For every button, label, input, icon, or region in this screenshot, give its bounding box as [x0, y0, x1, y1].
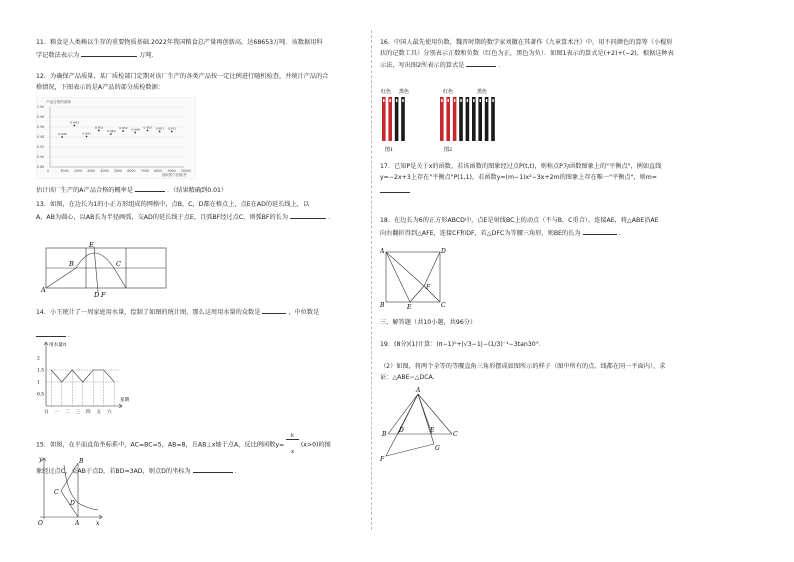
q13-answer-blank[interactable] — [290, 211, 326, 219]
q16-line1: 16．中国人最先使用负数，魏晋时期的数学家刘徽在其著作《九章算术注》中，用不同颜色的算筹（小棍形 — [380, 39, 673, 46]
q12-xtick: 9000 — [167, 169, 176, 173]
q14-line2: ． — [36, 329, 362, 342]
q12-ytick: 0.94 — [37, 135, 45, 140]
q12-line3-wrap: 估计该厂生产的A产品合格的概率是 ．（结果精确到0.01） — [36, 184, 362, 197]
q15-fraction: $\frac{k}{x}$ — [286, 424, 299, 465]
q12-point-label: 0.953 — [94, 125, 104, 130]
red-rod — [388, 97, 392, 141]
question-19-part2 — [380, 362, 764, 383]
q13-label-a: A — [41, 286, 46, 294]
red-rod — [446, 97, 450, 141]
q16-counting-rods-figure — [380, 85, 540, 155]
q12-point-label: 0.951 — [167, 126, 177, 131]
q19-part2-line1: （2）如图，将两个全等的等腰直角三角形摆成如图所示的样子（图中所有的点、线都在同一平面内），求 — [380, 363, 666, 370]
q14-xtick: 日 — [44, 410, 49, 414]
q12-ytick: 0.88 — [37, 165, 45, 170]
q15-label-a: A — [75, 520, 80, 527]
q12-point-label: 0.952 — [119, 126, 128, 131]
q18-answer-blank[interactable] — [583, 227, 617, 235]
q12-frequency-chart — [36, 97, 196, 179]
black-rod — [478, 97, 482, 141]
q15-line1: 15．如图，在平面直角坐标系中，AC=BC=5，AB=8，且AB⊥x轴于点A，反比例函数y= $\frac{k}{x}$ (x>0)的图 — [36, 424, 362, 465]
red-rod — [382, 97, 386, 141]
q17-answer-blank[interactable] — [380, 185, 410, 193]
question-18 — [380, 216, 764, 239]
column-divider — [371, 30, 372, 530]
question-19-part1: 19．(8分)(1)计算：(π−1)⁰+|√3−1|−(1/3)⁻¹−3tan30°． — [380, 341, 545, 348]
q13-label-e: E — [89, 241, 94, 249]
q13-label-d: D — [94, 291, 100, 299]
q17-line1: 17．已知P是关于x的函数，若该函数的图象经过点P(t,t)，则称点P为函数图象上的"平衡点"，例如直线 — [380, 163, 662, 170]
q13-line1: 13．如图，在边长为1的小正方形组成的网格中，点B，C，D都在格点上，点E在AD的延长线上，以 — [36, 201, 310, 208]
q19-label-d: D — [399, 427, 404, 434]
black-rod — [466, 97, 470, 141]
q12-xtick: 6000 — [127, 169, 136, 173]
question-13 — [36, 200, 362, 223]
q18-line1: 18．在边长为6的正方形ABCD中，点E是射线BC上的动点（不与B，C重合），连接AE，将△ABE沿AE — [380, 217, 659, 224]
q14-ytick: 1 — [37, 380, 40, 386]
q16-fig2-black-label: 黑色 — [477, 89, 488, 95]
q12-ylabel: 产品合格的频率 — [46, 100, 72, 104]
q16-line2: 状的记数工具）分别表示正数和负数（红色为正，黑色为负）．如图1表示的算式是(+2)+(−2)，根据这种表 — [380, 49, 674, 57]
question-12 — [36, 72, 362, 93]
q14-mode-blank[interactable] — [262, 306, 286, 314]
q12-xtick: 8000 — [154, 169, 163, 173]
q12-point — [86, 136, 88, 138]
q14-xtick: 四 — [86, 410, 91, 414]
q12-point-label: 0.940 — [58, 132, 67, 137]
q11-line2: 学记数法表示为 万吨． — [36, 49, 362, 62]
q12-point-label: 0.941 — [82, 131, 92, 136]
section-3-heading: 三、解答题（共10小题，共96分） — [380, 319, 477, 326]
red-rod — [453, 97, 457, 141]
q12-line1: 12．为确保产品质量，某厂质检部门定期对该厂生产的各类产品按一定比例进行随机检查，并统计产品的合 — [36, 73, 329, 80]
q13-grid-figure — [40, 240, 172, 300]
q12-xtick: 5000 — [114, 169, 123, 173]
q14-ylabel: 用水量/t — [49, 343, 67, 348]
q14-xlabel: 星期 — [120, 398, 130, 403]
q14-series-line — [51, 370, 114, 382]
q15-label-y: y — [39, 456, 43, 463]
q12-xtick: 1000 — [60, 169, 69, 173]
black-rod — [459, 97, 463, 141]
question-11 — [36, 38, 362, 61]
q16-fig2-red-label: 红色 — [443, 89, 454, 95]
q16-fig1-caption: 图1 — [385, 147, 394, 153]
q13-label-f: F — [101, 291, 106, 299]
q15-answer-blank[interactable] — [193, 465, 233, 473]
q19-label-f: F — [380, 456, 385, 463]
q11-answer-blank[interactable] — [81, 49, 137, 57]
q18-line2: 向右翻折得到△AFE，连接CF和DF，若△DFC为等腰三角形，则BE的长为 ． — [380, 227, 764, 240]
q12-point — [122, 130, 124, 132]
q18-label-e: E — [407, 304, 412, 310]
q12-point — [110, 133, 112, 135]
black-rod — [485, 97, 489, 141]
q16-answer-blank[interactable] — [466, 59, 496, 67]
q16-line3: 示法，写出图2所表示的算式是 ． — [380, 59, 764, 72]
q13-line2: A，AB为圆心，以AB长为半径画弧，交AD的延长线于点E，且弧BF经过点C，则弧BF的长为 ． — [36, 211, 362, 224]
q18-label-a: A — [380, 248, 385, 255]
q18-square-figure — [380, 244, 446, 310]
q12-xtick: 10000 — [181, 169, 192, 173]
q18-label-d: D — [441, 248, 446, 255]
q12-ytick: 0.90 — [37, 155, 45, 160]
question-17 — [380, 162, 764, 198]
question-16 — [380, 38, 764, 72]
q12-xtick: 4000 — [100, 169, 109, 173]
q14-ytick: 0.5 — [37, 392, 45, 398]
q18-label-c: C — [441, 302, 446, 309]
q14-median-blank[interactable] — [36, 329, 66, 337]
q12-xtick: 3000 — [87, 169, 96, 173]
q18-label-b: B — [380, 302, 385, 309]
q14-ytick: 1.5 — [37, 368, 45, 374]
q12-point-label: 0.946 — [106, 129, 116, 134]
q16-fig1-red-label: 红色 — [381, 89, 392, 95]
black-rod — [491, 97, 495, 141]
q12-point-label: 0.951 — [155, 126, 165, 131]
q12-point-label: 0.949 — [131, 127, 140, 132]
q12-point-label: 0.963 — [70, 120, 79, 125]
q15-label-b: B — [79, 458, 84, 465]
black-rod — [401, 97, 405, 141]
q11-line1: 11．粮食是人类赖以生存的重要物质基础.2022年我国粮食总产量再创新高，达68653万吨．该数据用科 — [36, 39, 323, 46]
q15-coordinate-figure — [36, 455, 106, 527]
q12-point — [171, 131, 173, 133]
q15-label-c: C — [54, 489, 59, 496]
q14-xtick: 一 — [54, 410, 60, 414]
q12-xlabel: 抽取的产品数/件 — [162, 173, 187, 177]
q12-xtick: 2000 — [73, 169, 82, 173]
q12-ytick: 0.92 — [37, 145, 45, 150]
q13-label-b: B — [69, 260, 74, 268]
q19-label-e: E — [430, 427, 435, 434]
q19-segment-af — [386, 394, 418, 456]
q14-xtick: 三 — [75, 410, 81, 414]
black-rod — [395, 97, 399, 141]
q12-ytick: 0.96 — [37, 125, 45, 130]
q14-line1: 14．小王统计了一周家庭用水量，绘制了如图的统计图，那么这周用水量的众数是 ，中位数是 — [36, 306, 362, 319]
q17-line2: y=−2x+3上存在"平衡点"P(1,1)，若函数y=(m−1)x²−3x+2m的图象上存在唯一"平衡点"，则m= — [380, 173, 657, 181]
q16-fig1-black-label: 黑色 — [399, 89, 410, 95]
q18-label-f: F — [426, 284, 431, 291]
q17-line3 — [380, 185, 764, 198]
q19-label-c: C — [453, 431, 458, 438]
q12-point — [61, 136, 63, 138]
q13-segment-ed — [94, 247, 98, 292]
q12-point — [147, 130, 149, 132]
q19-triangles-figure — [380, 386, 470, 468]
question-14 — [36, 306, 362, 341]
q12-line3: 估计该厂生产的A产品合格的概率是 — [36, 187, 134, 194]
q15-label-x: x — [96, 520, 100, 527]
black-rod — [472, 97, 476, 141]
q14-xtick: 五 — [96, 410, 102, 414]
q16-fig2-caption: 图2 — [444, 147, 453, 153]
q19-label-g: G — [435, 445, 440, 452]
q14-xtick: 二 — [65, 410, 70, 414]
q12-xtick: 0 — [47, 169, 50, 173]
q15-label-d: D — [70, 500, 75, 507]
q13-segment-ab — [46, 268, 76, 288]
q14-water-chart — [36, 338, 136, 414]
q12-point — [134, 132, 136, 134]
q19-part2-line2: 证：△ABE∽△DCA． — [380, 373, 439, 381]
q15-label-o: O — [38, 520, 43, 527]
q19-label-a: A — [416, 387, 421, 394]
q12-point — [98, 130, 100, 132]
q19-label-b: B — [382, 431, 387, 438]
red-rod — [440, 97, 444, 141]
q14-ytick: 2 — [37, 356, 40, 362]
q12-answer-blank[interactable] — [135, 184, 165, 192]
q12-line2: 格情况，下图表示的是A产品的部分质检数据： — [36, 83, 164, 91]
q12-xtick: 7000 — [140, 169, 149, 173]
q12-ytick: 0.98 — [37, 115, 45, 120]
q18-segment-ae — [386, 252, 410, 302]
q13-label-c: C — [116, 260, 121, 268]
q12-point — [159, 131, 161, 133]
q15-line2: 象经过点C，交AB于点D，若BD=3AD，则点D的坐标为 ． — [36, 465, 362, 478]
q12-point — [73, 125, 75, 127]
q12-point-label: 0.953 — [143, 125, 153, 130]
q14-xtick: 六 — [107, 410, 112, 414]
q12-ytick: 1.00 — [37, 105, 45, 110]
